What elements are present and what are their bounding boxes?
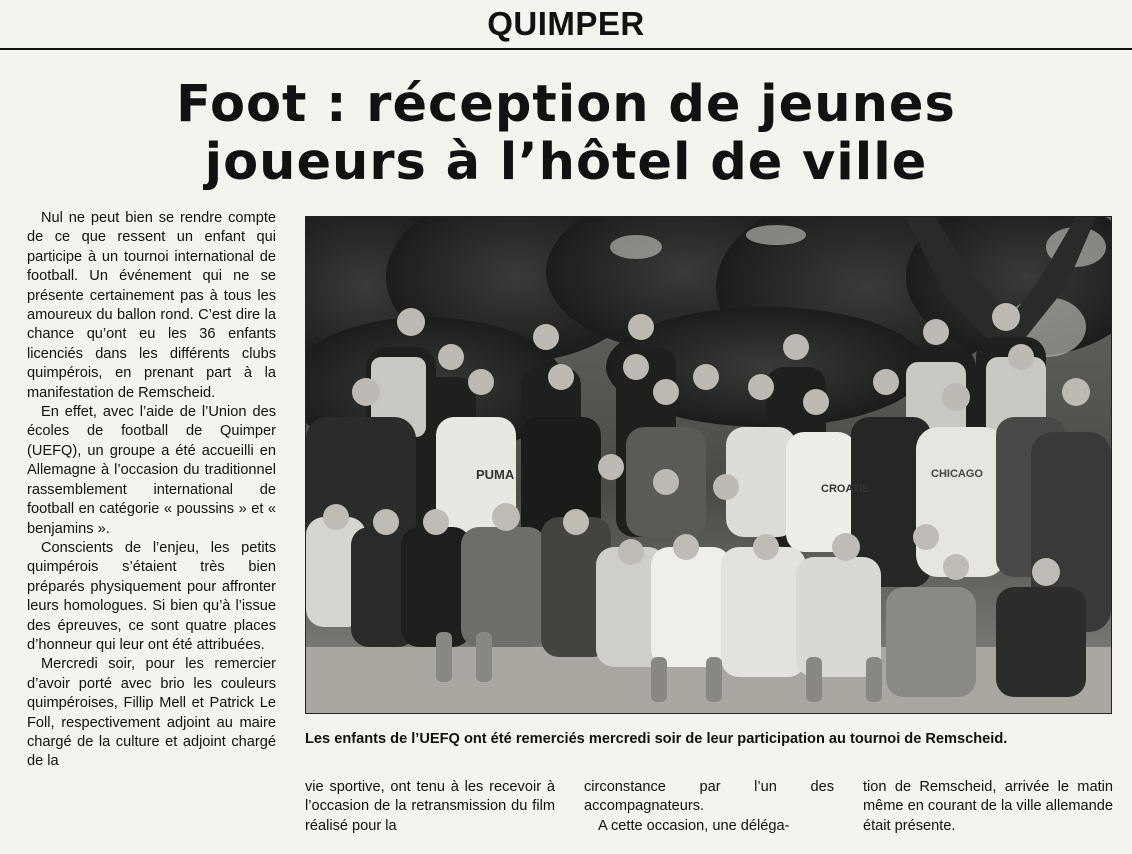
article-paragraph: circonstance par l’un des accompagnateurs. xyxy=(584,779,834,815)
section-title: QUIMPER xyxy=(487,5,645,42)
article-bottom-column-3 xyxy=(863,778,1113,836)
article-paragraph: A cette occasion, une déléga- xyxy=(598,817,790,834)
article-paragraph: Mercredi soir, pour les remercier d’avoir porté avec brio les couleurs quimpéroises, Fillip Mell et Patrick Le Foll, respectivement adjoint au maire chargé de la culture et adjoint chargé de la xyxy=(27,656,276,770)
shirt-text-chicago: CHICAGO xyxy=(931,468,983,480)
article-paragraph: Nul ne peut bien se rendre compte de ce que ressent un enfant qui participe à un tournoi international de football. Un événement qui ne se présente certainement pas à tous les amoureux du ballon rond. C’est dire la chance qu’ont eu les 36 enfants licenciés dans les différents clubs quimpérois, en prenant part à la manifestation de Remscheid. xyxy=(27,210,276,401)
article-paragraph: vie sportive, ont tenu à les recevoir à l’occasion de la retransmission du film réalisé pour la xyxy=(305,779,555,834)
photo-caption: Les enfants de l’UEFQ ont été remerciés mercredi soir de leur participation au tournoi de Remscheid. xyxy=(305,731,1008,747)
article-left-column xyxy=(27,209,276,772)
article-paragraph: tion de Remscheid, arrivée le matin même en courant de la ville allemande était présente. xyxy=(863,779,1113,834)
team-photo xyxy=(305,216,1112,714)
article-paragraph: En effet, avec l’aide de l’Union des écoles de football de Quimper (UEFQ), un groupe a été accueilli en Allemagne à l’occasion du traditionnel rassemblement international de football en catégorie « poussins » et « benjamins ». xyxy=(27,404,276,537)
shirt-text-croatie: CROATIE xyxy=(821,483,870,495)
headline-line-1: Foot : réception de jeunes xyxy=(176,75,956,134)
article-bottom-column-2 xyxy=(584,778,834,836)
article-paragraph: Conscients de l’enjeu, les petits quimpérois s’étaient très bien préparés physiquement pour affronter leurs homologues. Si bien qu’à l’issue des épreuves, ce sont quatre places d’honneur qui leur ont été attribuées. xyxy=(27,539,276,653)
headline-line-2: joueurs à l’hôtel de ville xyxy=(204,133,928,192)
section-rule xyxy=(0,48,1132,50)
headline xyxy=(60,76,1072,192)
shirt-text-puma: PUMA xyxy=(476,467,515,482)
article-bottom-column-1 xyxy=(305,778,555,836)
